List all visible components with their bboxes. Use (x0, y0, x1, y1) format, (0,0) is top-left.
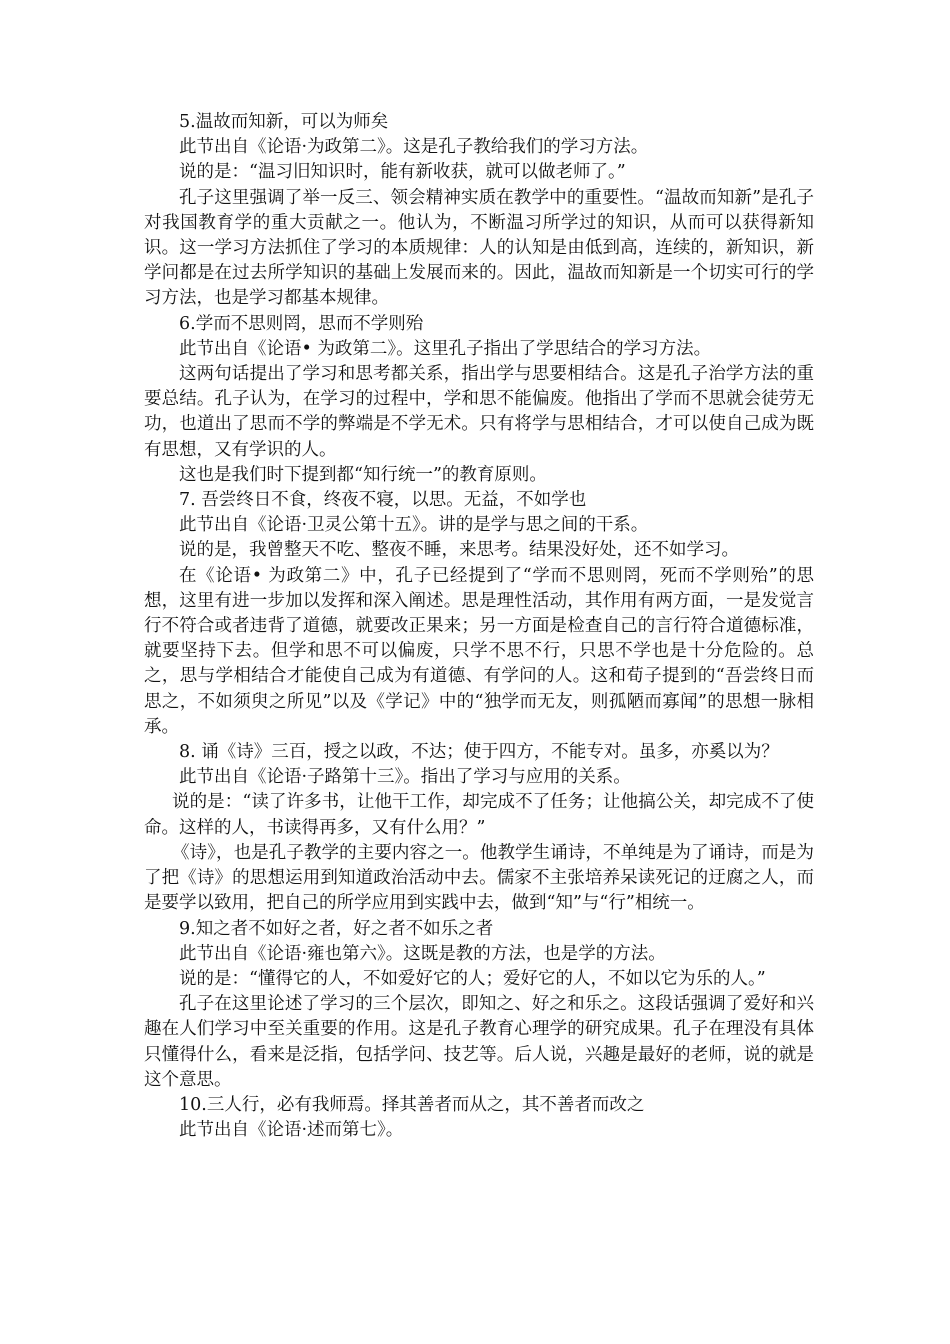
paragraph-source: 此节出自《论语• 为政第二》。这里孔子指出了学思结合的学习方法。 (179, 338, 712, 359)
paragraph-source: 此节出自《论语·述而第七》。 (179, 1120, 404, 1141)
paragraph-commentary: 这两句话提出了学习和思考都关系，指出学与思要相结合。这是孔子治学方法的重要总结。孔子认为，在学习的过程中，学和思不能偏废。他指出了学而不思就会徒劳无功，也道出了思而不学的弊端是不学无术。只有将学与思相结合，才可以使自己成为既有思想，又有学识的人。 (144, 364, 814, 460)
section-heading-6: 6.学而不思则罔，思而不学则殆 (179, 313, 424, 334)
paragraph-source: 此节出自《论语·为政第二》。这是孔子教给我们的学习方法。 (179, 137, 649, 158)
paragraph-meaning: 说的是：“读了许多书，让他干工作，却完成不了任务；让他搞公关，却完成不了使命。这样的人，书读得再多，又有什么用？” (144, 792, 814, 838)
paragraph-commentary: 孔子这里强调了举一反三、领会精神实质在教学中的重要性。“温故而知新”是孔子对我国教育学的重大贡献之一。他认为，不断温习所学过的知识，从而可以获得新知识。这一学习方法抓住了学习的本质规律：人的认知是由低到高，连续的，新知识，新学问都是在过去所学知识的基础上发展而来的。因此，温故而知新是一个切实可行的学习方法，也是学习都基本规律。 (144, 187, 814, 309)
document-body (144, 110, 814, 1143)
paragraph-source: 此节出自《论语·子路第十三》。指出了学习与应用的关系。 (179, 767, 631, 788)
paragraph-meaning: 说的是：“温习旧知识时，能有新收获，就可以做老师了。” (179, 162, 626, 183)
section-heading-5: 5.温故而知新，可以为师矣 (179, 112, 389, 132)
section-heading-8: 8. 诵《诗》三百，授之以政，不达；使于四方，不能专对。虽多，亦奚以为？ (179, 742, 779, 763)
paragraph-source: 此节出自《论语·雍也第六》。这既是教的方法，也是学的方法。 (179, 943, 666, 964)
paragraph-note: 这也是我们时下提到都“知行统一”的教育原则。 (179, 464, 547, 485)
section-heading-9: 9.知之者不如好之者，好之者不如乐之者 (179, 918, 494, 939)
paragraph-commentary: 孔子在这里论述了学习的三个层次，即知之、好之和乐之。这段话强调了爱好和兴趣在人们学习中至关重要的作用。这是孔子教育心理学的研究成果。孔子在理没有具体只懂得什么，看来是泛指，包括学问、技艺等。后人说，兴趣是最好的老师，说的就是这个意思。 (144, 994, 814, 1090)
paragraph-commentary: 在《论语• 为政第二》中，孔子已经提到了“学而不思则罔，死而不学则殆”的思想，这里有进一步加以发挥和深入阐述。思是理性活动，其作用有两方面，一是发觉言行不符合或者违背了道德，就要改正果来；另一方面是检查自己的言行符合道德标准，就要坚持下去。但学和思不可以偏废，只学不思不行，只思不学也是十分危险的。总之，思与学相结合才能使自己成为有道德、有学问的人。这和荀子提到的“吾尝终日而思之，不如须臾之所见”以及《学记》中的“独学而无友，则孤陋而寡闻”的思想一脉相承。 (144, 565, 814, 737)
section-heading-10: 10.三人行，必有我师焉。择其善者而从之，其不善者而改之 (179, 1094, 645, 1115)
paragraph-meaning: 说的是，我曾整天不吃、整夜不睡，来思考。结果没好处，还不如学习。 (179, 540, 739, 561)
paragraph-source: 此节出自《论语·卫灵公第十五》。讲的是学与思之间的干系。 (179, 515, 649, 536)
section-heading-7: 7. 吾尝终日不食，终夜不寝，以思。无益，不如学也 (179, 490, 587, 511)
paragraph-commentary: 《诗》，也是孔子教学的主要内容之一。他教学生诵诗，不单纯是为了诵诗，而是为了把《诗》的思想运用到知道政治活动中去。儒家不主张培养呆读死记的迂腐之人，而是要学以致用，把自己的所学应用到实践中去，做到“知”与“行”相统一。 (144, 842, 814, 914)
paragraph-meaning: 说的是：“懂得它的人，不如爱好它的人；爱好它的人，不如以它为乐的人。” (179, 968, 766, 989)
